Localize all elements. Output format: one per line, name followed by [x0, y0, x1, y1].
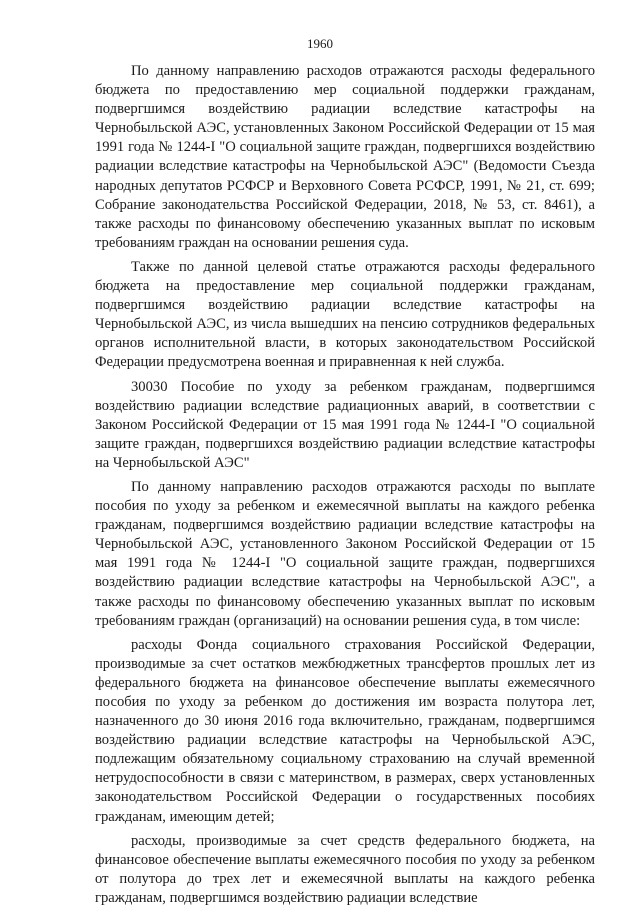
- paragraph-2: Также по данной целевой статье отражаются расходы федерального бюджета на предоставление мер социальной поддержки гражданам, подвергшимся воздействию радиации вследствие катастрофы на Чернобыльской АЭС, из числа вышедших на пенсию сотрудников федеральных органов исполнительной власти, в которых законодательством Российской Федерации предусмотрена военная и приравненная к ней служба.: [95, 258, 595, 371]
- page-number: 1960: [307, 36, 333, 51]
- paragraph-6: расходы, производимые за счет средств федерального бюджета, на финансовое обеспечение выплаты ежемесячного пособия по уходу за ребенком от полутора до трех лет и ежемесячной выплаты на каждого ребенка гражданам, подвергшимся воздействию радиации вследствие: [95, 832, 595, 906]
- paragraph-3: 30030 Пособие по уходу за ребенком гражданам, подвергшимся воздействию радиации вследствие радиационных аварий, в соответствии с Законом Российской Федерации от 15 мая 1991 года № 1244-I "О социальной защите граждан, подвергшихся воздействию радиации вследствие катастрофы на Чернобыльской АЭС": [95, 378, 595, 471]
- paragraph-4: По данному направлению расходов отражаются расходы по выплате пособия по уходу за ребенком и ежемесячной выплаты на каждого ребенка гражданам, подвергшимся воздействию радиации вследствие катастрофы на Чернобыльской АЭС, установленного Законом Российской Федерации от 15 мая 1991 года № 1244-I "О социальной защите граждан, подвергшихся воздействию радиации вследствие катастрофы на Чернобыльской АЭС", а также расходы по финансовому обеспечению указанных выплат по исковым требованиям граждан (организаций) на основании решения суда, в том числе:: [95, 478, 595, 629]
- document-body: [95, 62, 595, 913]
- paragraph-1: По данному направлению расходов отражаются расходы федерального бюджета по предоставлению мер социальной поддержки гражданам, подвергшимся воздействию радиации вследствие катастрофы на Чернобыльской АЭС, установленных Законом Российской Федерации от 15 мая 1991 года № 1244-I "О социальной защите граждан, подвергшихся воздействию радиации вследствие катастрофы на Чернобыльской АЭС" (Ведомости Съезда народных депутатов РСФСР и Верховного Совета РСФСР, 1991, № 21, ст. 699; Собрание законодательства Российской Федерации, 2018, № 53, ст. 8461), а также расходы по финансовому обеспечению указанных выплат по исковым требованиям граждан на основании решения суда.: [95, 63, 595, 251]
- paragraph-5: расходы Фонда социального страхования Российской Федерации, производимые за счет остатков межбюджетных трансфертов прошлых лет из федерального бюджета на финансовое обеспечение выплаты ежемесячного пособия по уходу за ребенком до достижения им возраста полутора лет, назначенного до 30 июня 2016 года включительно, гражданам, подвергшимся воздействию радиации вследствие катастрофы на Чернобыльской АЭС, подлежащим обязательному социальному страхованию на случай временной нетрудоспособности в связи с материнством, в размерах, сверх установленных законодательством Российской Федерации о государственных пособиях гражданам, имеющим детей;: [95, 636, 595, 825]
